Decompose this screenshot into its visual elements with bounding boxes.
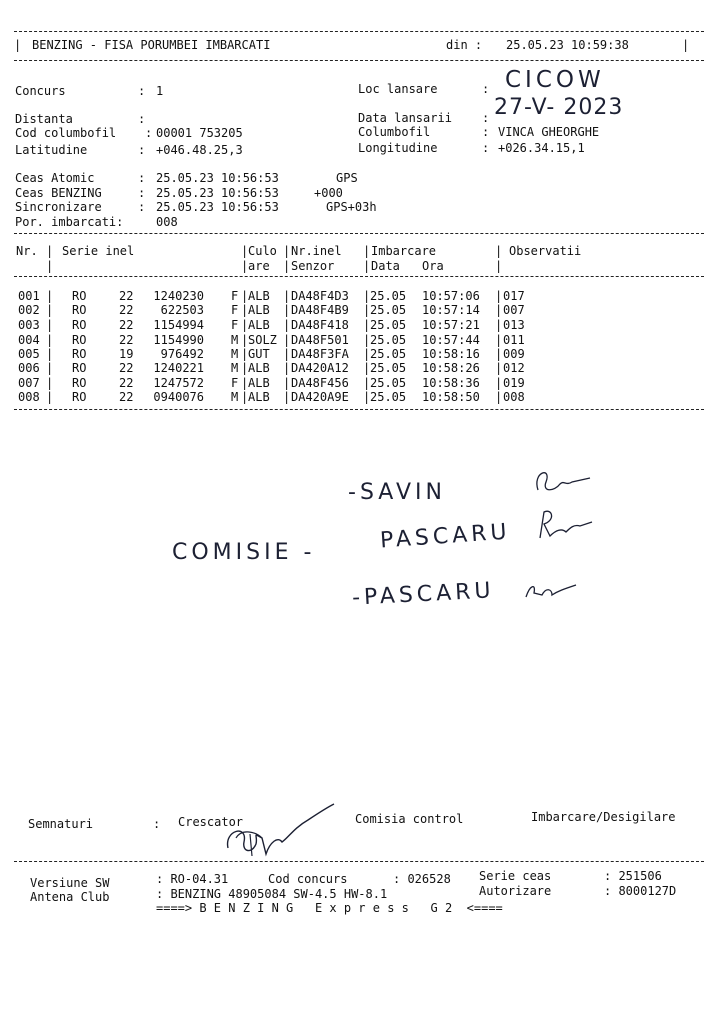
row-sep: | bbox=[363, 390, 371, 404]
loc-value: CICOW bbox=[505, 67, 605, 93]
longitudine-label: Longitudine bbox=[358, 141, 438, 155]
row-color: ALB bbox=[248, 318, 270, 332]
comisia-control-label: Comisia control bbox=[355, 812, 464, 826]
distanta-colon: : bbox=[138, 112, 146, 126]
semnaturi-colon: : bbox=[153, 817, 161, 831]
data-lansarii-value: 27-V- 2023 bbox=[494, 95, 624, 120]
row-sensor: DA48F418 bbox=[291, 318, 349, 332]
row-obs: 017 bbox=[503, 289, 525, 303]
row-sep: | bbox=[46, 390, 54, 404]
row-time: 10:58:26 bbox=[422, 361, 480, 375]
ceas-atomic-source: GPS bbox=[336, 171, 358, 185]
header-sep-4b: | bbox=[363, 259, 371, 273]
table-top-dash-line bbox=[14, 233, 704, 234]
footer-dash-line bbox=[14, 861, 704, 862]
row-color: ALB bbox=[248, 390, 270, 404]
row-sep: | bbox=[46, 361, 54, 375]
row-sex: M bbox=[231, 361, 239, 375]
row-country: RO bbox=[72, 289, 87, 303]
row-sep: | bbox=[283, 390, 291, 404]
row-date: 25.05 bbox=[370, 303, 407, 317]
header-sep-5: | bbox=[495, 244, 503, 258]
latitudine-value: +046.48.25,3 bbox=[156, 143, 243, 157]
row-time: 10:58:36 bbox=[422, 376, 480, 390]
data-lansarii-colon: : bbox=[482, 111, 490, 125]
row-country: RO bbox=[72, 347, 87, 361]
header-sep-3: | bbox=[283, 244, 291, 258]
header-serie-inel: Serie inel bbox=[62, 244, 135, 258]
row-nr: 001 bbox=[18, 289, 40, 303]
row-sex: F bbox=[231, 303, 239, 317]
row-ring: 1240230 bbox=[153, 289, 204, 303]
row-sep: | bbox=[363, 361, 371, 375]
row-date: 25.05 bbox=[370, 318, 407, 332]
header-left-bar: | bbox=[14, 38, 22, 52]
row-sep: | bbox=[241, 347, 249, 361]
row-ring: 1240221 bbox=[153, 361, 204, 375]
versiune-label: Versiune SW bbox=[30, 876, 110, 890]
row-ring: 1154990 bbox=[153, 333, 204, 347]
row-date: 25.05 bbox=[370, 361, 407, 375]
row-date: 25.05 bbox=[370, 376, 407, 390]
header-sep-4: | bbox=[363, 244, 371, 258]
row-sep: | bbox=[283, 361, 291, 375]
row-ring: 0940076 bbox=[153, 390, 204, 404]
row-year: 22 bbox=[119, 333, 134, 347]
row-sensor: DA420A12 bbox=[291, 361, 349, 375]
row-sep: | bbox=[495, 318, 503, 332]
autorizare-value: : 8000127D bbox=[604, 884, 677, 898]
row-nr: 004 bbox=[18, 333, 40, 347]
row-sep: | bbox=[495, 376, 503, 390]
serie-ceas-value: : 251506 bbox=[604, 869, 662, 883]
ceas-benzing-value: 25.05.23 10:56:53 bbox=[156, 186, 279, 200]
loc-colon: : bbox=[482, 82, 490, 96]
din-label: din : bbox=[446, 38, 483, 52]
row-year: 22 bbox=[119, 318, 134, 332]
row-country: RO bbox=[72, 303, 87, 317]
latitudine-label: Latitudine bbox=[15, 143, 88, 157]
row-sensor: DA48F3FA bbox=[291, 347, 349, 361]
row-sep: | bbox=[363, 376, 371, 390]
semnaturi-label: Semnaturi bbox=[28, 817, 94, 831]
porumbei-imbarcati-label: Por. imbarcati: bbox=[15, 215, 124, 229]
distanta-label: Distanta bbox=[15, 112, 73, 126]
header-sep-2b: | bbox=[241, 259, 249, 273]
cod-concurs-label: Cod concurs bbox=[268, 872, 348, 886]
row-color: ALB bbox=[248, 303, 270, 317]
row-sensor: DA48F4B9 bbox=[291, 303, 349, 317]
handwritten-member-3: -PASCARU bbox=[351, 578, 496, 611]
row-nr: 005 bbox=[18, 347, 40, 361]
row-color: ALB bbox=[248, 376, 270, 390]
row-time: 10:58:50 bbox=[422, 390, 480, 404]
row-time: 10:57:14 bbox=[422, 303, 480, 317]
row-sep: | bbox=[283, 303, 291, 317]
row-sex: F bbox=[231, 289, 239, 303]
row-obs: 012 bbox=[503, 361, 525, 375]
row-sep: | bbox=[283, 347, 291, 361]
row-ring: 1247572 bbox=[153, 376, 204, 390]
row-nr: 007 bbox=[18, 376, 40, 390]
columbofil-label: Columbofil bbox=[358, 125, 431, 139]
header-datetime: 25.05.23 10:59:38 bbox=[506, 38, 629, 52]
handwritten-member-2: PASCARU bbox=[379, 519, 512, 554]
versiune-value: : RO-04.31 bbox=[156, 872, 229, 886]
row-obs: 009 bbox=[503, 347, 525, 361]
handwritten-member-1: -SAVIN bbox=[348, 480, 446, 505]
ceas-benzing-colon: : bbox=[138, 186, 146, 200]
row-sep: | bbox=[495, 289, 503, 303]
handwritten-comisie: COMISIE - bbox=[172, 540, 316, 565]
antena-club-label: Antena Club bbox=[30, 890, 110, 904]
signature-scribble-3 bbox=[522, 575, 582, 605]
concurs-colon: : bbox=[138, 84, 146, 98]
row-sep: | bbox=[495, 333, 503, 347]
row-year: 22 bbox=[119, 289, 134, 303]
row-sep: | bbox=[363, 347, 371, 361]
row-country: RO bbox=[72, 376, 87, 390]
row-country: RO bbox=[72, 333, 87, 347]
table-bottom-dash-line bbox=[14, 409, 704, 410]
row-sep: | bbox=[46, 303, 54, 317]
row-year: 22 bbox=[119, 303, 134, 317]
row-sep: | bbox=[495, 347, 503, 361]
row-sep: | bbox=[241, 361, 249, 375]
row-sep: | bbox=[283, 318, 291, 332]
sincronizare-colon: : bbox=[138, 200, 146, 214]
row-time: 10:58:16 bbox=[422, 347, 480, 361]
header-data: Data bbox=[371, 259, 400, 273]
row-date: 25.05 bbox=[370, 289, 407, 303]
row-year: 22 bbox=[119, 361, 134, 375]
row-sex: M bbox=[231, 333, 239, 347]
sincronizare-source: GPS+03h bbox=[326, 200, 377, 214]
row-obs: 019 bbox=[503, 376, 525, 390]
header-sep-3b: | bbox=[283, 259, 291, 273]
row-sep: | bbox=[283, 333, 291, 347]
row-color: ALB bbox=[248, 361, 270, 375]
table-header-bottom-dash-line bbox=[14, 276, 704, 277]
page-title: BENZING - FISA PORUMBEI IMBARCATI bbox=[32, 38, 271, 52]
row-nr: 006 bbox=[18, 361, 40, 375]
row-nr: 002 bbox=[18, 303, 40, 317]
cod-concurs-value: : 026528 bbox=[393, 872, 451, 886]
row-ring: 1154994 bbox=[153, 318, 204, 332]
signature-scribble-1 bbox=[530, 462, 600, 502]
row-sep: | bbox=[241, 318, 249, 332]
row-year: 19 bbox=[119, 347, 134, 361]
row-time: 10:57:06 bbox=[422, 289, 480, 303]
row-sep: | bbox=[363, 333, 371, 347]
row-color: SOLZ bbox=[248, 333, 277, 347]
row-ring: 622503 bbox=[160, 303, 204, 317]
header-observatii: Observatii bbox=[509, 244, 582, 258]
row-sep: | bbox=[241, 303, 249, 317]
header-imbarcare: Imbarcare bbox=[371, 244, 437, 258]
row-sex: F bbox=[231, 318, 239, 332]
longitudine-value: +026.34.15,1 bbox=[498, 141, 585, 155]
row-year: 22 bbox=[119, 390, 134, 404]
row-sep: | bbox=[241, 289, 249, 303]
header-are: are bbox=[248, 259, 270, 273]
row-sep: | bbox=[363, 318, 371, 332]
row-date: 25.05 bbox=[370, 347, 407, 361]
row-sep: | bbox=[46, 318, 54, 332]
signature-scribble-2 bbox=[530, 506, 600, 546]
row-nr: 003 bbox=[18, 318, 40, 332]
row-time: 10:57:21 bbox=[422, 318, 480, 332]
header-nr: Nr. bbox=[16, 244, 38, 258]
autorizare-label: Autorizare bbox=[479, 884, 552, 898]
row-sep: | bbox=[46, 333, 54, 347]
row-sep: | bbox=[46, 347, 54, 361]
sincronizare-value: 25.05.23 10:56:53 bbox=[156, 200, 279, 214]
row-color: GUT bbox=[248, 347, 270, 361]
row-sep: | bbox=[495, 390, 503, 404]
imbarcare-desigilare-label: Imbarcare/Desigilare bbox=[531, 810, 676, 824]
row-sep: | bbox=[495, 361, 503, 375]
crescator-label: Crescator bbox=[178, 815, 244, 829]
ceas-atomic-label: Ceas Atomic bbox=[15, 171, 95, 185]
latitudine-colon: : bbox=[138, 143, 146, 157]
row-color: ALB bbox=[248, 289, 270, 303]
antena-club-value: : BENZING 48905084 SW-4.5 HW-8.1 bbox=[156, 887, 388, 901]
row-sep: | bbox=[241, 333, 249, 347]
ceas-benzing-label: Ceas BENZING bbox=[15, 186, 102, 200]
row-obs: 007 bbox=[503, 303, 525, 317]
row-sep: | bbox=[46, 289, 54, 303]
row-sex: M bbox=[231, 390, 239, 404]
header-right-bar: | bbox=[682, 38, 690, 52]
top-dash-line bbox=[14, 31, 704, 32]
cod-columbofil-label: Cod columbofil bbox=[15, 126, 117, 140]
columbofil-colon: : bbox=[482, 125, 490, 139]
row-year: 22 bbox=[119, 376, 134, 390]
loc-label: Loc lansare bbox=[358, 82, 438, 96]
row-date: 25.05 bbox=[370, 390, 407, 404]
ceas-benzing-offset: +000 bbox=[314, 186, 343, 200]
row-obs: 011 bbox=[503, 333, 525, 347]
row-sensor: DA420A9E bbox=[291, 390, 349, 404]
row-sep: | bbox=[46, 376, 54, 390]
row-date: 25.05 bbox=[370, 333, 407, 347]
header-sep-1b: | bbox=[46, 259, 54, 273]
row-nr: 008 bbox=[18, 390, 40, 404]
header-culo: Culo bbox=[248, 244, 277, 258]
header-sep-5b: | bbox=[495, 259, 503, 273]
row-sep: | bbox=[241, 390, 249, 404]
row-sep: | bbox=[283, 376, 291, 390]
header-bottom-dash-line bbox=[14, 60, 704, 61]
ceas-atomic-colon: : bbox=[138, 171, 146, 185]
serie-ceas-label: Serie ceas bbox=[479, 869, 552, 883]
row-sep: | bbox=[495, 303, 503, 317]
header-nr-inel: Nr.inel bbox=[291, 244, 342, 258]
columbofil-value: VINCA GHEORGHE bbox=[498, 125, 600, 139]
benzing-express-banner: ====> B E N Z I N G E x p r e s s G 2 <==== bbox=[156, 901, 503, 915]
header-ora: Ora bbox=[422, 259, 444, 273]
row-country: RO bbox=[72, 390, 87, 404]
row-country: RO bbox=[72, 361, 87, 375]
row-time: 10:57:44 bbox=[422, 333, 480, 347]
row-sex: F bbox=[231, 376, 239, 390]
row-country: RO bbox=[72, 318, 87, 332]
row-ring: 976492 bbox=[160, 347, 204, 361]
concurs-value: 1 bbox=[156, 84, 164, 98]
row-obs: 008 bbox=[503, 390, 525, 404]
row-obs: 013 bbox=[503, 318, 525, 332]
longitudine-colon: : bbox=[482, 141, 490, 155]
data-lansarii-label: Data lansarii bbox=[358, 111, 452, 125]
crescator-signature bbox=[222, 798, 352, 868]
header-sep-1: | bbox=[46, 244, 54, 258]
row-sensor: DA48F4D3 bbox=[291, 289, 349, 303]
porumbei-imbarcati-value: 008 bbox=[156, 215, 178, 229]
row-sensor: DA48F501 bbox=[291, 333, 349, 347]
ceas-atomic-value: 25.05.23 10:56:53 bbox=[156, 171, 279, 185]
cod-columbofil-colon: : bbox=[145, 126, 153, 140]
row-sex: M bbox=[231, 347, 239, 361]
header-senzor: Senzor bbox=[291, 259, 335, 273]
header-sep-2: | bbox=[241, 244, 249, 258]
row-sep: | bbox=[241, 376, 249, 390]
row-sep: | bbox=[363, 289, 371, 303]
row-sep: | bbox=[283, 289, 291, 303]
row-sensor: DA48F456 bbox=[291, 376, 349, 390]
sincronizare-label: Sincronizare bbox=[15, 200, 102, 214]
row-sep: | bbox=[363, 303, 371, 317]
concurs-label: Concurs bbox=[15, 84, 66, 98]
cod-columbofil-value: 00001 753205 bbox=[156, 126, 243, 140]
